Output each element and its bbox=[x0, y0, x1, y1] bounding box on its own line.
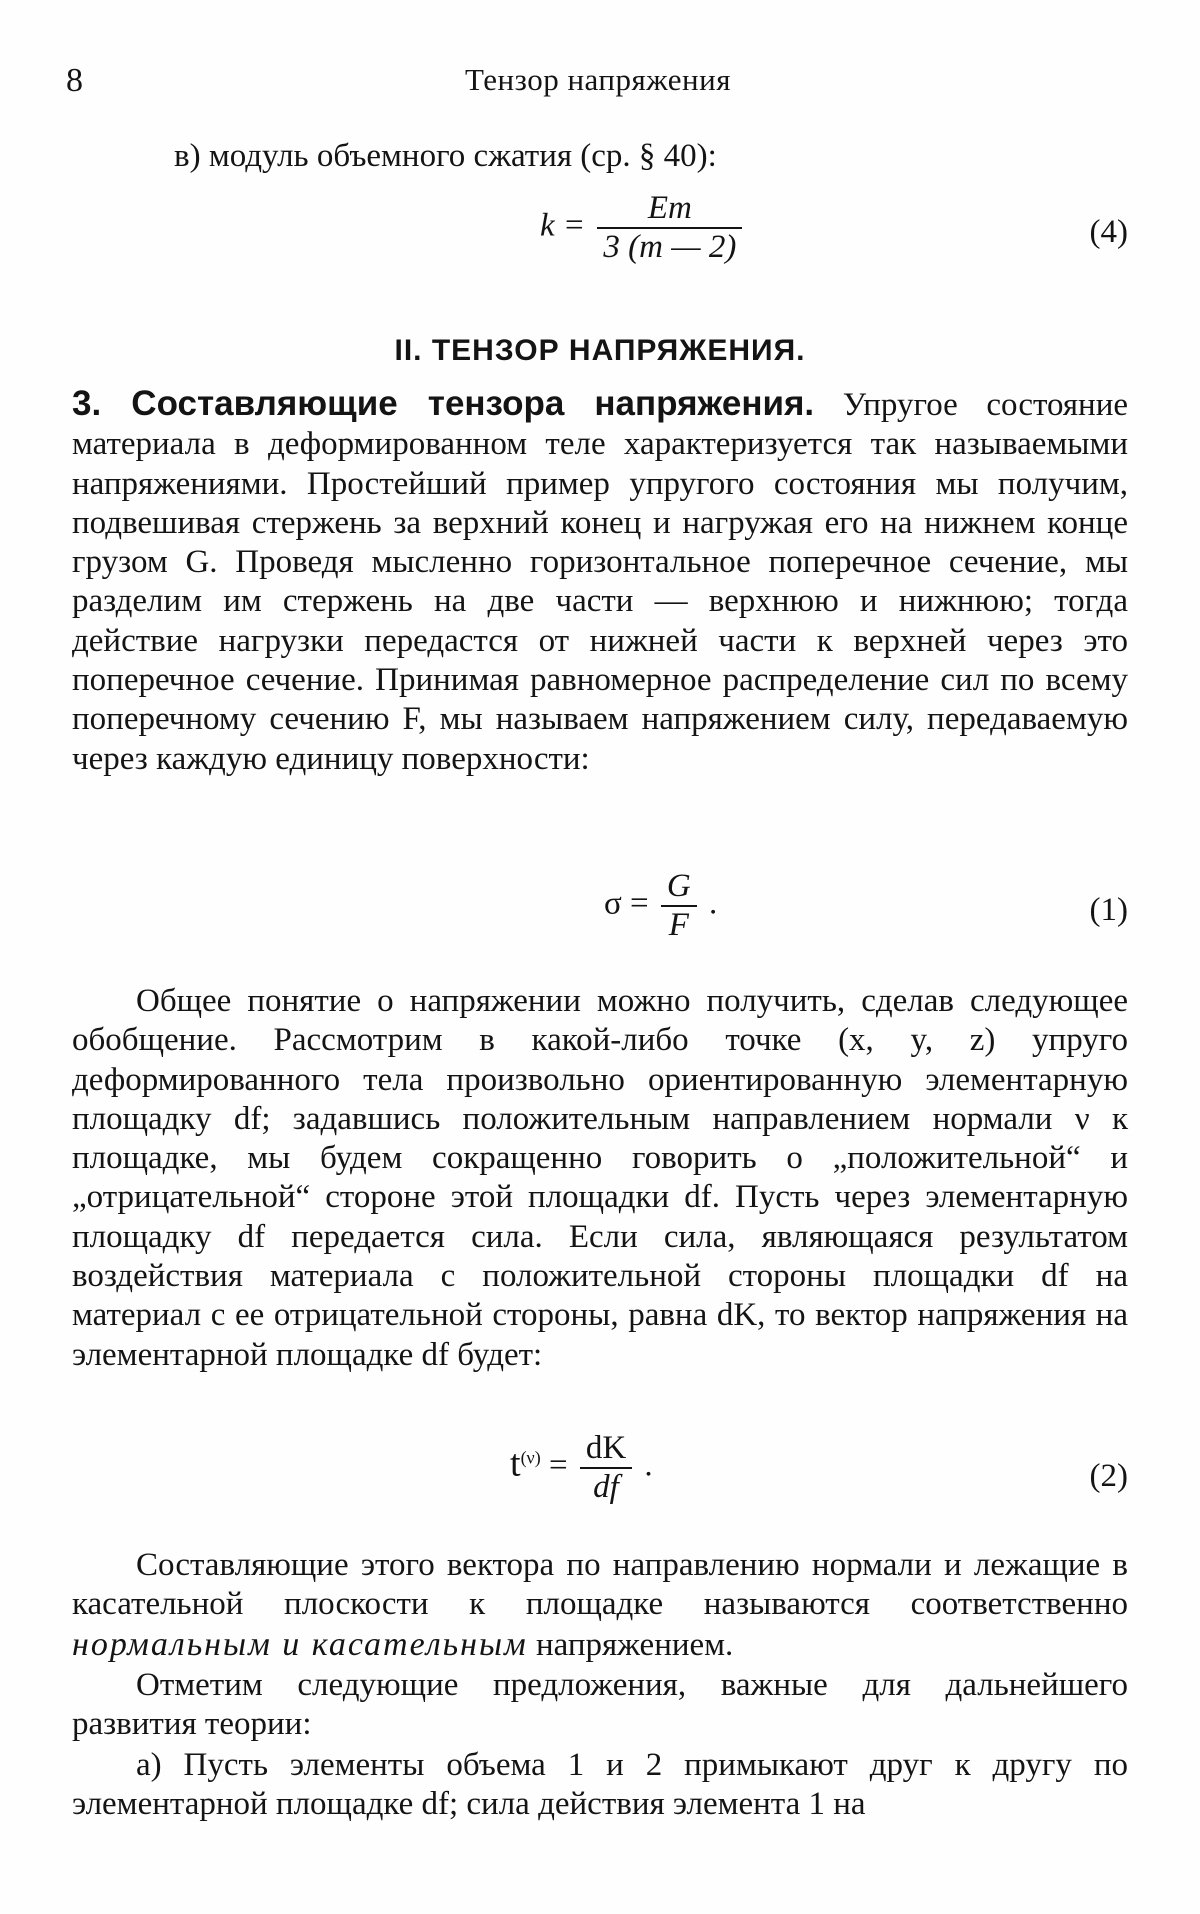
equation-2-lhs-base: t bbox=[510, 1442, 521, 1485]
equation-2-denominator: df bbox=[580, 1467, 632, 1506]
equation-1-number: (1) bbox=[1089, 892, 1128, 928]
page-header bbox=[66, 62, 1130, 106]
equation-2 bbox=[72, 1430, 1128, 1530]
equation-2-number: (2) bbox=[1089, 1458, 1128, 1494]
section-title: II. ТЕНЗОР НАПРЯЖЕНИЯ. bbox=[394, 334, 806, 367]
paragraph-4-text: Отметим следующие предложения, важные для дальнейшего развития теории: bbox=[72, 1667, 1128, 1743]
equation-4-lhs: k = bbox=[540, 207, 586, 244]
paragraph-3-emphasis: нормальным и касательным bbox=[72, 1625, 528, 1663]
paragraph-3-text-after: напряжением. bbox=[535, 1626, 734, 1663]
paragraph-3-text-before: Составляющие этого вектора по направлению нормали и лежащие в касательной плоскости к площадке называются соответственно bbox=[72, 1547, 1128, 1623]
equation-1 bbox=[72, 868, 1128, 958]
paragraph-2 bbox=[72, 982, 1128, 1375]
equation-1-fraction bbox=[661, 868, 697, 944]
equation-2-trail: . bbox=[644, 1447, 653, 1484]
page-number: 8 bbox=[66, 62, 83, 99]
paragraph-4 bbox=[72, 1666, 1128, 1745]
paragraph-1-text: Упругое состояние материала в деформированном теле характеризуется так называемыми напряжениями. Простейший пример упругого состояния мы получим, подвешивая стержень за верхний конец и нагружая его на нижнем конце грузом G. Проведя мысленно горизонтальное поперечное сечение, мы разделим им стержень на две части — верхнюю и нижнюю; тогда действие нагрузки передастся от нижней части к верхней через это поперечное сечение. Принимая равномерное распределение сил по всему поперечному сечению F, мы называем напряжением силу, передаваемую через каждую единицу поверхности: bbox=[72, 387, 1129, 777]
equation-2-fraction bbox=[580, 1430, 632, 1506]
equation-1-lhs: σ = bbox=[604, 885, 649, 922]
equation-1-numerator: G bbox=[666, 868, 691, 904]
item-v-line: в) модуль объемного сжатия (ср. § 40): bbox=[174, 138, 717, 174]
equation-1-trail: . bbox=[709, 885, 718, 922]
paragraph-3 bbox=[72, 1546, 1128, 1665]
equation-4-fraction bbox=[597, 190, 742, 266]
running-title: Тензор напряжения bbox=[465, 62, 731, 97]
paragraph-1-lead: 3. Составляющие тензора напряжения. bbox=[72, 384, 815, 423]
paragraph-2-text: Общее понятие о напряжении можно получить, сделав следующее обобщение. Рассмотрим в какой-либо точке (x, y, z) упруго деформированного тела произвольно ориентированную элементарную площадку df; задавшись положительным направлением нормали ν к площадке, мы будем сокращенно говорить о „положительной“ и „отрицательной“ стороне этой площадки df. Пусть через элементарную площадку df передается сила. Если сила, являющаяся результатом воздействия материала с положительной стороны площадки df на материал с ее отрицательной стороны, равна dK, то вектор напряжения на элементарной площадке df будет: bbox=[72, 983, 1128, 1373]
paragraph-5-text: а) Пусть элементы объема 1 и 2 примыкают друг к другу по элементарной площадке df; сила действия элемента 1 на bbox=[72, 1747, 1128, 1823]
equation-2-numerator: dK bbox=[585, 1430, 627, 1466]
equation-2-equals: = bbox=[548, 1447, 568, 1484]
equation-4-denominator: 3 (m — 2) bbox=[597, 227, 742, 266]
equation-4 bbox=[72, 190, 1128, 280]
equation-4-numerator: Em bbox=[647, 190, 692, 226]
paragraph-1 bbox=[72, 384, 1128, 779]
equation-1-denominator: F bbox=[661, 905, 697, 944]
paragraph-5 bbox=[72, 1746, 1128, 1825]
equation-4-number: (4) bbox=[1089, 214, 1128, 250]
equation-2-lhs-superscript: (ν) bbox=[520, 1447, 541, 1468]
